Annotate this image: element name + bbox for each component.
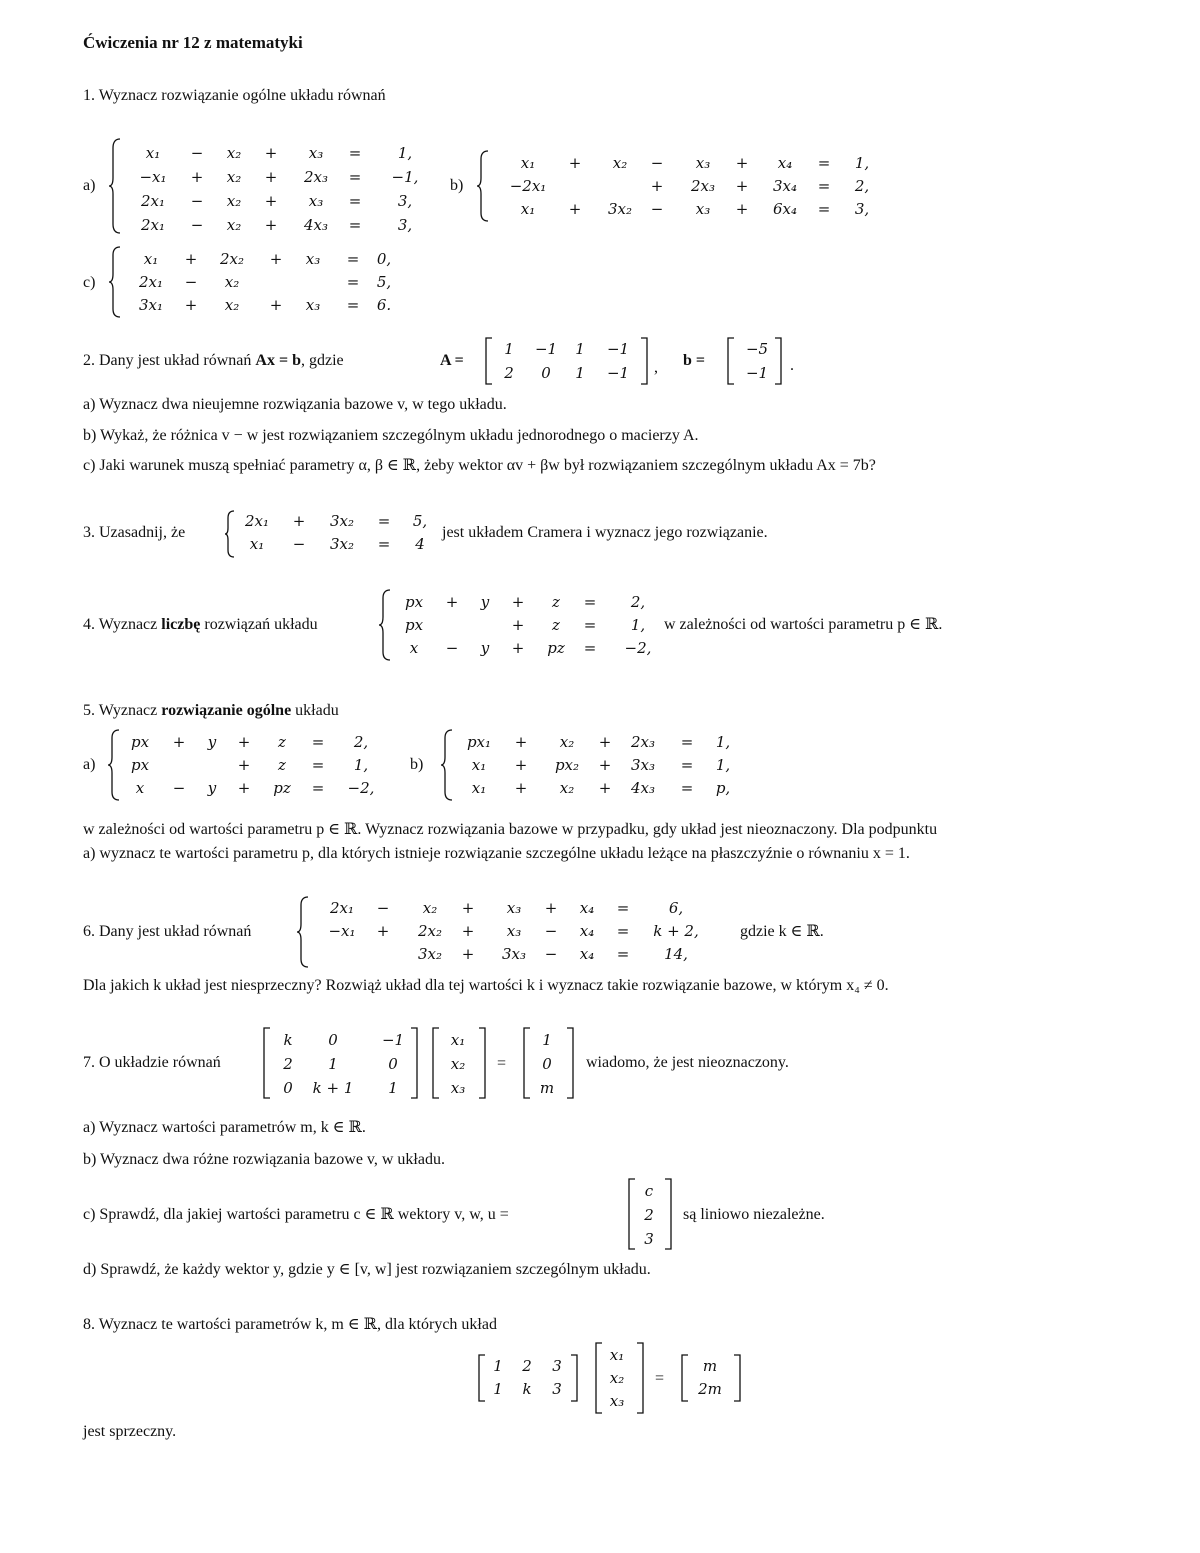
ex5a-cell: px bbox=[130, 756, 150, 774]
ex6-cell: x₃ bbox=[506, 899, 522, 917]
ex3-cell: = bbox=[377, 512, 391, 530]
ex5b-cell: + bbox=[514, 779, 528, 797]
ex6-cell: 2x₁ bbox=[329, 899, 355, 917]
ex5a-cell: = bbox=[311, 733, 325, 751]
ex3-intro: 3. Uzasadnij, że bbox=[83, 524, 186, 541]
ex8-outro: jest sprzeczny. bbox=[83, 1423, 177, 1440]
ex5a-cell: + bbox=[237, 779, 251, 797]
ex6-cell: 2x₂ bbox=[417, 922, 443, 940]
ex5a-cell: 1, bbox=[353, 756, 369, 774]
ex1a-cell: x₃ bbox=[308, 192, 324, 210]
ex5b-cell: x₁ bbox=[471, 779, 487, 797]
ex5b-cell: + bbox=[514, 756, 528, 774]
ex8-intro: 8. Wyznacz te wartości parametrów k, m ∈ ℝ, dla których układ bbox=[83, 1316, 497, 1333]
ex5a-cell: x bbox=[135, 779, 145, 797]
ex5-intro-b: układu bbox=[291, 702, 339, 719]
ex4-cell: y bbox=[480, 593, 490, 611]
ex1a-label: a) bbox=[83, 177, 96, 194]
ex1b-label: b) bbox=[450, 177, 464, 194]
ex5b-cell: + bbox=[598, 756, 612, 774]
ex7-M-cell: 2 bbox=[283, 1055, 293, 1073]
ex6-cell: 3x₂ bbox=[417, 945, 443, 963]
ex1c-label: c) bbox=[83, 274, 96, 291]
ex1a-cell: x₂ bbox=[226, 192, 242, 210]
ex4-intro-a: 4. Wyznacz bbox=[83, 616, 162, 633]
ex2-A-cell: 2 bbox=[504, 364, 514, 382]
ex8-M-cell: 3 bbox=[552, 1380, 562, 1398]
ex7-M-cell: 0 bbox=[328, 1031, 338, 1049]
ex7-x-cell: x₃ bbox=[450, 1079, 466, 1097]
ex6-cell: − bbox=[544, 922, 558, 940]
ex1c-cell: x₂ bbox=[224, 296, 240, 314]
ex2-A-label: A = bbox=[440, 352, 464, 369]
ex1b-cell: x₃ bbox=[695, 200, 711, 218]
ex5-intro bbox=[83, 703, 339, 719]
ex6-cell: − bbox=[544, 945, 558, 963]
ex6-cell: 6, bbox=[668, 899, 684, 917]
ex7-rhs-cell: m bbox=[539, 1079, 555, 1097]
ex8-x-cell: x₂ bbox=[609, 1369, 625, 1387]
ex7-c-a: c) Sprawdź, dla jakiej wartości parametru c ∈ ℝ wektory v, w, u = bbox=[83, 1206, 509, 1223]
ex8-M-cell: 2 bbox=[522, 1357, 532, 1375]
ex8-M-cell: 3 bbox=[552, 1357, 562, 1375]
ex1a-cell: − bbox=[190, 192, 204, 210]
ex7-u-cell: 3 bbox=[644, 1230, 654, 1248]
ex1a-cell: 2x₃ bbox=[303, 168, 329, 186]
ex1c-cell: 5, bbox=[376, 273, 392, 291]
ex1b-cell: + bbox=[735, 177, 749, 195]
ex1a-cell: x₂ bbox=[226, 144, 242, 162]
ex5b-cell: = bbox=[680, 733, 694, 751]
ex1a-cell: + bbox=[264, 168, 278, 186]
ex6-cell: + bbox=[461, 899, 475, 917]
ex5-intro-a: 5. Wyznacz bbox=[83, 702, 162, 719]
ex7-M-cell: 0 bbox=[388, 1055, 398, 1073]
ex7-u-cell: 2 bbox=[644, 1206, 654, 1224]
ex5b-label: b) bbox=[410, 756, 424, 773]
ex1c-cell: = bbox=[346, 273, 360, 291]
ex5b-cell: + bbox=[514, 733, 528, 751]
ex6-outro: gdzie k ∈ ℝ. bbox=[740, 923, 824, 940]
ex4-cell: y bbox=[480, 639, 490, 657]
ex1b-cell: + bbox=[568, 200, 582, 218]
ex1a-cell: x₂ bbox=[226, 216, 242, 234]
ex5b-cell: + bbox=[598, 733, 612, 751]
ex5b-cell: px₁ bbox=[466, 733, 492, 751]
ex1c-cell: 2x₁ bbox=[138, 273, 164, 291]
ex2-A-cell: 0 bbox=[541, 364, 551, 382]
ex4-cell: + bbox=[511, 616, 525, 634]
ex5a-cell: px bbox=[130, 733, 150, 751]
ex2-c: c) Jaki warunek muszą spełniać parametry α, β ∈ ℝ, żeby wektor αv + βw był rozwiązaniem szczególnym układu Ax = 7b? bbox=[83, 457, 876, 474]
ex5a-cell: − bbox=[172, 779, 186, 797]
ex6-cell: x₄ bbox=[579, 899, 595, 917]
ex1a-cell: −x₁ bbox=[139, 168, 167, 186]
ex7-outro: wiadomo, że jest nieoznaczony. bbox=[586, 1054, 789, 1071]
ex8-x-cell: x₁ bbox=[609, 1346, 625, 1364]
ex1a-cell: −1, bbox=[391, 168, 419, 186]
ex2-A-right-bracket bbox=[640, 337, 650, 385]
ex5b-cell: + bbox=[598, 779, 612, 797]
ex1a-cell: = bbox=[348, 216, 362, 234]
ex4-cell: px bbox=[404, 616, 424, 634]
ex2-intro-a: 2. Dany jest układ równań bbox=[83, 352, 252, 369]
ex1c-cell: = bbox=[346, 296, 360, 314]
ex2-intro-b: , gdzie bbox=[300, 352, 344, 369]
ex1b-cell: = bbox=[817, 154, 831, 172]
ex7-M-cell: k + 1 bbox=[312, 1079, 354, 1097]
ex3-outro: jest układem Cramera i wyznacz jego rozwiązanie. bbox=[442, 524, 768, 541]
ex1a-cell: x₃ bbox=[308, 144, 324, 162]
ex1c-cell: 6. bbox=[376, 296, 392, 314]
ex6-cell: + bbox=[376, 922, 390, 940]
ex6-cell: 3x₃ bbox=[501, 945, 527, 963]
ex1a-cell: x₁ bbox=[145, 144, 161, 162]
ex6-cell: = bbox=[616, 922, 630, 940]
ex5a-cell: + bbox=[172, 733, 186, 751]
ex4-cell: = bbox=[583, 616, 597, 634]
ex2-A-cell: 1 bbox=[504, 340, 514, 358]
ex1a-cell: + bbox=[190, 168, 204, 186]
ex6-cell: = bbox=[616, 899, 630, 917]
ex5b-cell: 1, bbox=[715, 733, 731, 751]
ex4-cell: pz bbox=[547, 639, 565, 657]
ex1c-cell: 0, bbox=[376, 250, 392, 268]
ex4-cell: x bbox=[409, 639, 419, 657]
ex7-intro: 7. O układzie równań bbox=[83, 1054, 221, 1071]
ex5a-cell: + bbox=[237, 733, 251, 751]
ex8-X-right-bracket bbox=[636, 1342, 646, 1414]
ex6-cell: −x₁ bbox=[328, 922, 356, 940]
ex1b-cell: x₁ bbox=[520, 200, 536, 218]
ex3-cell: 5, bbox=[412, 512, 428, 530]
ex1b-cell: + bbox=[735, 154, 749, 172]
ex1b-cell: = bbox=[817, 200, 831, 218]
ex4-cell: 1, bbox=[630, 616, 646, 634]
ex8-rhs-cell: 2m bbox=[698, 1380, 722, 1398]
ex1b-cell: + bbox=[650, 177, 664, 195]
ex4-intro-b: rozwiązań układu bbox=[200, 616, 318, 633]
ex1c-cell: 2x₂ bbox=[219, 250, 245, 268]
ex5a-cell: pz bbox=[273, 779, 291, 797]
ex2-A-cell: −1 bbox=[606, 340, 630, 358]
ex5a-cell: y bbox=[207, 733, 217, 751]
ex7-x-cell: x₂ bbox=[450, 1055, 466, 1073]
ex5b-cell: = bbox=[680, 756, 694, 774]
ex7-a: a) Wyznacz wartości parametrów m, k ∈ ℝ. bbox=[83, 1119, 366, 1136]
ex1b-cell: x₃ bbox=[695, 154, 711, 172]
ex1a-cell: + bbox=[264, 192, 278, 210]
ex1a-cell: = bbox=[348, 168, 362, 186]
ex5a-label: a) bbox=[83, 756, 96, 773]
ex4-cell: = bbox=[583, 639, 597, 657]
ex1a-cell: 4x₃ bbox=[303, 216, 329, 234]
ex5b-cell: 1, bbox=[715, 756, 731, 774]
ex1a-cell: 2x₁ bbox=[140, 216, 166, 234]
ex4-cell: 2, bbox=[630, 593, 646, 611]
ex1a-cell: 3, bbox=[397, 216, 413, 234]
ex5a-cell: = bbox=[311, 756, 325, 774]
ex1b-cell: x₂ bbox=[612, 154, 628, 172]
ex1c-cell: x₂ bbox=[224, 273, 240, 291]
ex1a-cell: − bbox=[190, 144, 204, 162]
ex1a-cell: 2x₁ bbox=[140, 192, 166, 210]
ex1c-cell: − bbox=[184, 273, 198, 291]
ex2-b-cell: −1 bbox=[745, 364, 769, 382]
ex7-M-cell: 1 bbox=[388, 1079, 398, 1097]
ex1b-cell: 3, bbox=[854, 200, 870, 218]
ex2-equation: Ax = b bbox=[255, 352, 301, 369]
ex6-cell: + bbox=[461, 922, 475, 940]
ex2-period: . bbox=[790, 357, 794, 374]
ex5a-cell: z bbox=[278, 733, 286, 751]
ex4-intro bbox=[83, 617, 318, 633]
ex7-M-cell: 1 bbox=[328, 1055, 338, 1073]
ex6-cell: + bbox=[461, 945, 475, 963]
ex1b-cell: −2x₁ bbox=[509, 177, 547, 195]
ex1a-cell: = bbox=[348, 192, 362, 210]
ex8-R-right-bracket bbox=[733, 1354, 743, 1402]
ex1b-cell: 6x₄ bbox=[772, 200, 798, 218]
ex6-cell: x₄ bbox=[579, 922, 595, 940]
ex1c-cell: 3x₁ bbox=[138, 296, 164, 314]
ex1b-cell: 3x₄ bbox=[772, 177, 798, 195]
page-title: Ćwiczenia nr 12 z matematyki bbox=[83, 33, 303, 52]
ex6-cell: x₂ bbox=[422, 899, 438, 917]
ex1c-cell: x₁ bbox=[143, 250, 159, 268]
ex7-M-cell: 0 bbox=[283, 1079, 293, 1097]
ex5b-cell: px₂ bbox=[554, 756, 580, 774]
ex5b-cell: 2x₃ bbox=[630, 733, 656, 751]
ex8-x-cell: x₃ bbox=[609, 1392, 625, 1410]
ex7-X-right-bracket bbox=[478, 1027, 488, 1099]
ex1b-cell: + bbox=[735, 200, 749, 218]
ex2-A-cell: 1 bbox=[575, 364, 585, 382]
ex6-cell: = bbox=[616, 945, 630, 963]
ex4-cell: = bbox=[583, 593, 597, 611]
ex3-cell: = bbox=[377, 535, 391, 553]
ex1b-cell: 2, bbox=[854, 177, 870, 195]
ex8-M-cell: 1 bbox=[493, 1380, 503, 1398]
ex7-M-cell: k bbox=[283, 1031, 293, 1049]
ex1b-cell: = bbox=[817, 177, 831, 195]
ex1a-cell: + bbox=[264, 144, 278, 162]
ex1a-cell: 3, bbox=[397, 192, 413, 210]
ex7-rhs-cell: 0 bbox=[542, 1055, 552, 1073]
ex6-cell: x₄ bbox=[579, 945, 595, 963]
ex8-rhs-cell: m bbox=[702, 1357, 718, 1375]
ex5-text1: w zależności od wartości parametru p ∈ ℝ. Wyznacz rozwiązania bazowe w przypadku, gdy układ jest nieoznaczony. Dla podpunktu bbox=[83, 821, 938, 838]
ex1b-cell: + bbox=[568, 154, 582, 172]
ex4-cell: + bbox=[511, 639, 525, 657]
ex1c-cell: + bbox=[184, 296, 198, 314]
ex1a-cell: − bbox=[190, 216, 204, 234]
ex8-equals: = bbox=[655, 1370, 665, 1387]
ex2-comma: , bbox=[654, 359, 658, 376]
ex6-cell: − bbox=[376, 899, 390, 917]
ex5a-cell: z bbox=[278, 756, 286, 774]
ex5a-cell: + bbox=[237, 756, 251, 774]
ex7-x-cell: x₁ bbox=[450, 1031, 466, 1049]
ex7-u-cell: c bbox=[644, 1182, 654, 1200]
ex5b-cell: x₁ bbox=[471, 756, 487, 774]
ex7-rhs-cell: 1 bbox=[542, 1031, 552, 1049]
ex7-M-cell: −1 bbox=[381, 1031, 405, 1049]
ex2-A-cell: −1 bbox=[606, 364, 630, 382]
ex6-intro: 6. Dany jest układ równań bbox=[83, 923, 252, 940]
ex5b-cell: = bbox=[680, 779, 694, 797]
ex5a-cell: = bbox=[311, 779, 325, 797]
ex5b-cell: x₂ bbox=[559, 733, 575, 751]
ex5-intro-bold: rozwiązanie ogólne bbox=[161, 702, 292, 719]
ex1b-cell: x₄ bbox=[777, 154, 793, 172]
ex1-intro: 1. Wyznacz rozwiązanie ogólne układu równań bbox=[83, 87, 386, 104]
ex6-text: Dla jakich k układ jest niesprzeczny? Rozwiąż układ dla tej wartości k i wyznacz takie rozwiązanie bazowe, w którym x₄ ≠ 0. bbox=[83, 977, 889, 994]
ex1a-cell: + bbox=[264, 216, 278, 234]
ex2-A-cell: −1 bbox=[534, 340, 558, 358]
ex1c-cell: = bbox=[346, 250, 360, 268]
ex6-cell: x₃ bbox=[506, 922, 522, 940]
ex7-c-b: są liniowo niezależne. bbox=[683, 1206, 825, 1223]
ex2-b-label: b = bbox=[683, 352, 706, 369]
ex5a-cell: y bbox=[207, 779, 217, 797]
ex3-cell: x₁ bbox=[249, 535, 265, 553]
ex4-cell: − bbox=[445, 639, 459, 657]
ex5b-cell: x₂ bbox=[559, 779, 575, 797]
ex1b-cell: 1, bbox=[854, 154, 870, 172]
ex5a-cell: −2, bbox=[347, 779, 375, 797]
ex2-A-cell: 1 bbox=[575, 340, 585, 358]
ex1a-cell: = bbox=[348, 144, 362, 162]
ex8-M-cell: 1 bbox=[493, 1357, 503, 1375]
ex2-a: a) Wyznacz dwa nieujemne rozwiązania bazowe v, w tego układu. bbox=[83, 396, 507, 413]
ex4-outro: w zależności od wartości parametru p ∈ ℝ. bbox=[664, 616, 943, 633]
ex7-d: d) Sprawdź, że każdy wektor y, gdzie y ∈ [v, w] jest rozwiązaniem szczególnym układu. bbox=[83, 1261, 651, 1278]
ex1c-cell: x₃ bbox=[305, 250, 321, 268]
ex4-cell: px bbox=[404, 593, 424, 611]
ex3-cell: 3x₂ bbox=[329, 512, 355, 530]
ex4-intro-bold: liczbę bbox=[161, 616, 201, 633]
ex5b-cell: p, bbox=[715, 779, 731, 797]
ex7-R-right-bracket bbox=[566, 1027, 576, 1099]
ex3-cell: 4 bbox=[415, 535, 425, 553]
ex5b-cell: 4x₃ bbox=[630, 779, 656, 797]
ex5b-cell: 3x₃ bbox=[630, 756, 656, 774]
ex1c-cell: + bbox=[184, 250, 198, 268]
ex4-cell: z bbox=[552, 616, 560, 634]
ex3-cell: + bbox=[292, 512, 306, 530]
ex2-b-right-bracket bbox=[774, 337, 784, 385]
ex2-b-cell: −5 bbox=[745, 340, 769, 358]
ex1b-cell: 3x₂ bbox=[607, 200, 633, 218]
ex4-cell: + bbox=[511, 593, 525, 611]
ex6-cell: 14, bbox=[664, 945, 688, 963]
ex7-equals: = bbox=[497, 1055, 507, 1072]
ex3-cell: 2x₁ bbox=[244, 512, 270, 530]
ex6-cell: k + 2, bbox=[653, 922, 699, 940]
ex2-intro bbox=[83, 353, 344, 369]
ex5a-cell: 2, bbox=[353, 733, 369, 751]
ex8-M-cell: k bbox=[522, 1380, 532, 1398]
ex4-cell: z bbox=[552, 593, 560, 611]
ex1c-cell: x₃ bbox=[305, 296, 321, 314]
ex3-cell: − bbox=[292, 535, 306, 553]
ex1b-cell: − bbox=[650, 154, 664, 172]
ex1c-cell: + bbox=[269, 250, 283, 268]
ex4-cell: −2, bbox=[624, 639, 652, 657]
ex3-cell: 3x₂ bbox=[329, 535, 355, 553]
ex2-b: b) Wykaż, że różnica v − w jest rozwiązaniem szczególnym układu jednorodnego o macierzy A. bbox=[83, 427, 699, 444]
ex7-u-right-bracket bbox=[664, 1178, 674, 1250]
ex4-cell: + bbox=[445, 593, 459, 611]
ex7-b: b) Wyznacz dwa różne rozwiązania bazowe v, w układu. bbox=[83, 1151, 445, 1168]
ex1a-cell: x₂ bbox=[226, 168, 242, 186]
ex1b-cell: − bbox=[650, 200, 664, 218]
ex6-cell: + bbox=[544, 899, 558, 917]
ex1c-cell: + bbox=[269, 296, 283, 314]
ex1b-cell: 2x₃ bbox=[690, 177, 716, 195]
ex5-text2: a) wyznacz te wartości parametru p, dla których istnieje rozwiązanie szczególne układu leżące na płaszczyźnie o równaniu x = 1. bbox=[83, 845, 910, 862]
ex1b-cell: x₁ bbox=[520, 154, 536, 172]
ex1a-cell: 1, bbox=[397, 144, 413, 162]
